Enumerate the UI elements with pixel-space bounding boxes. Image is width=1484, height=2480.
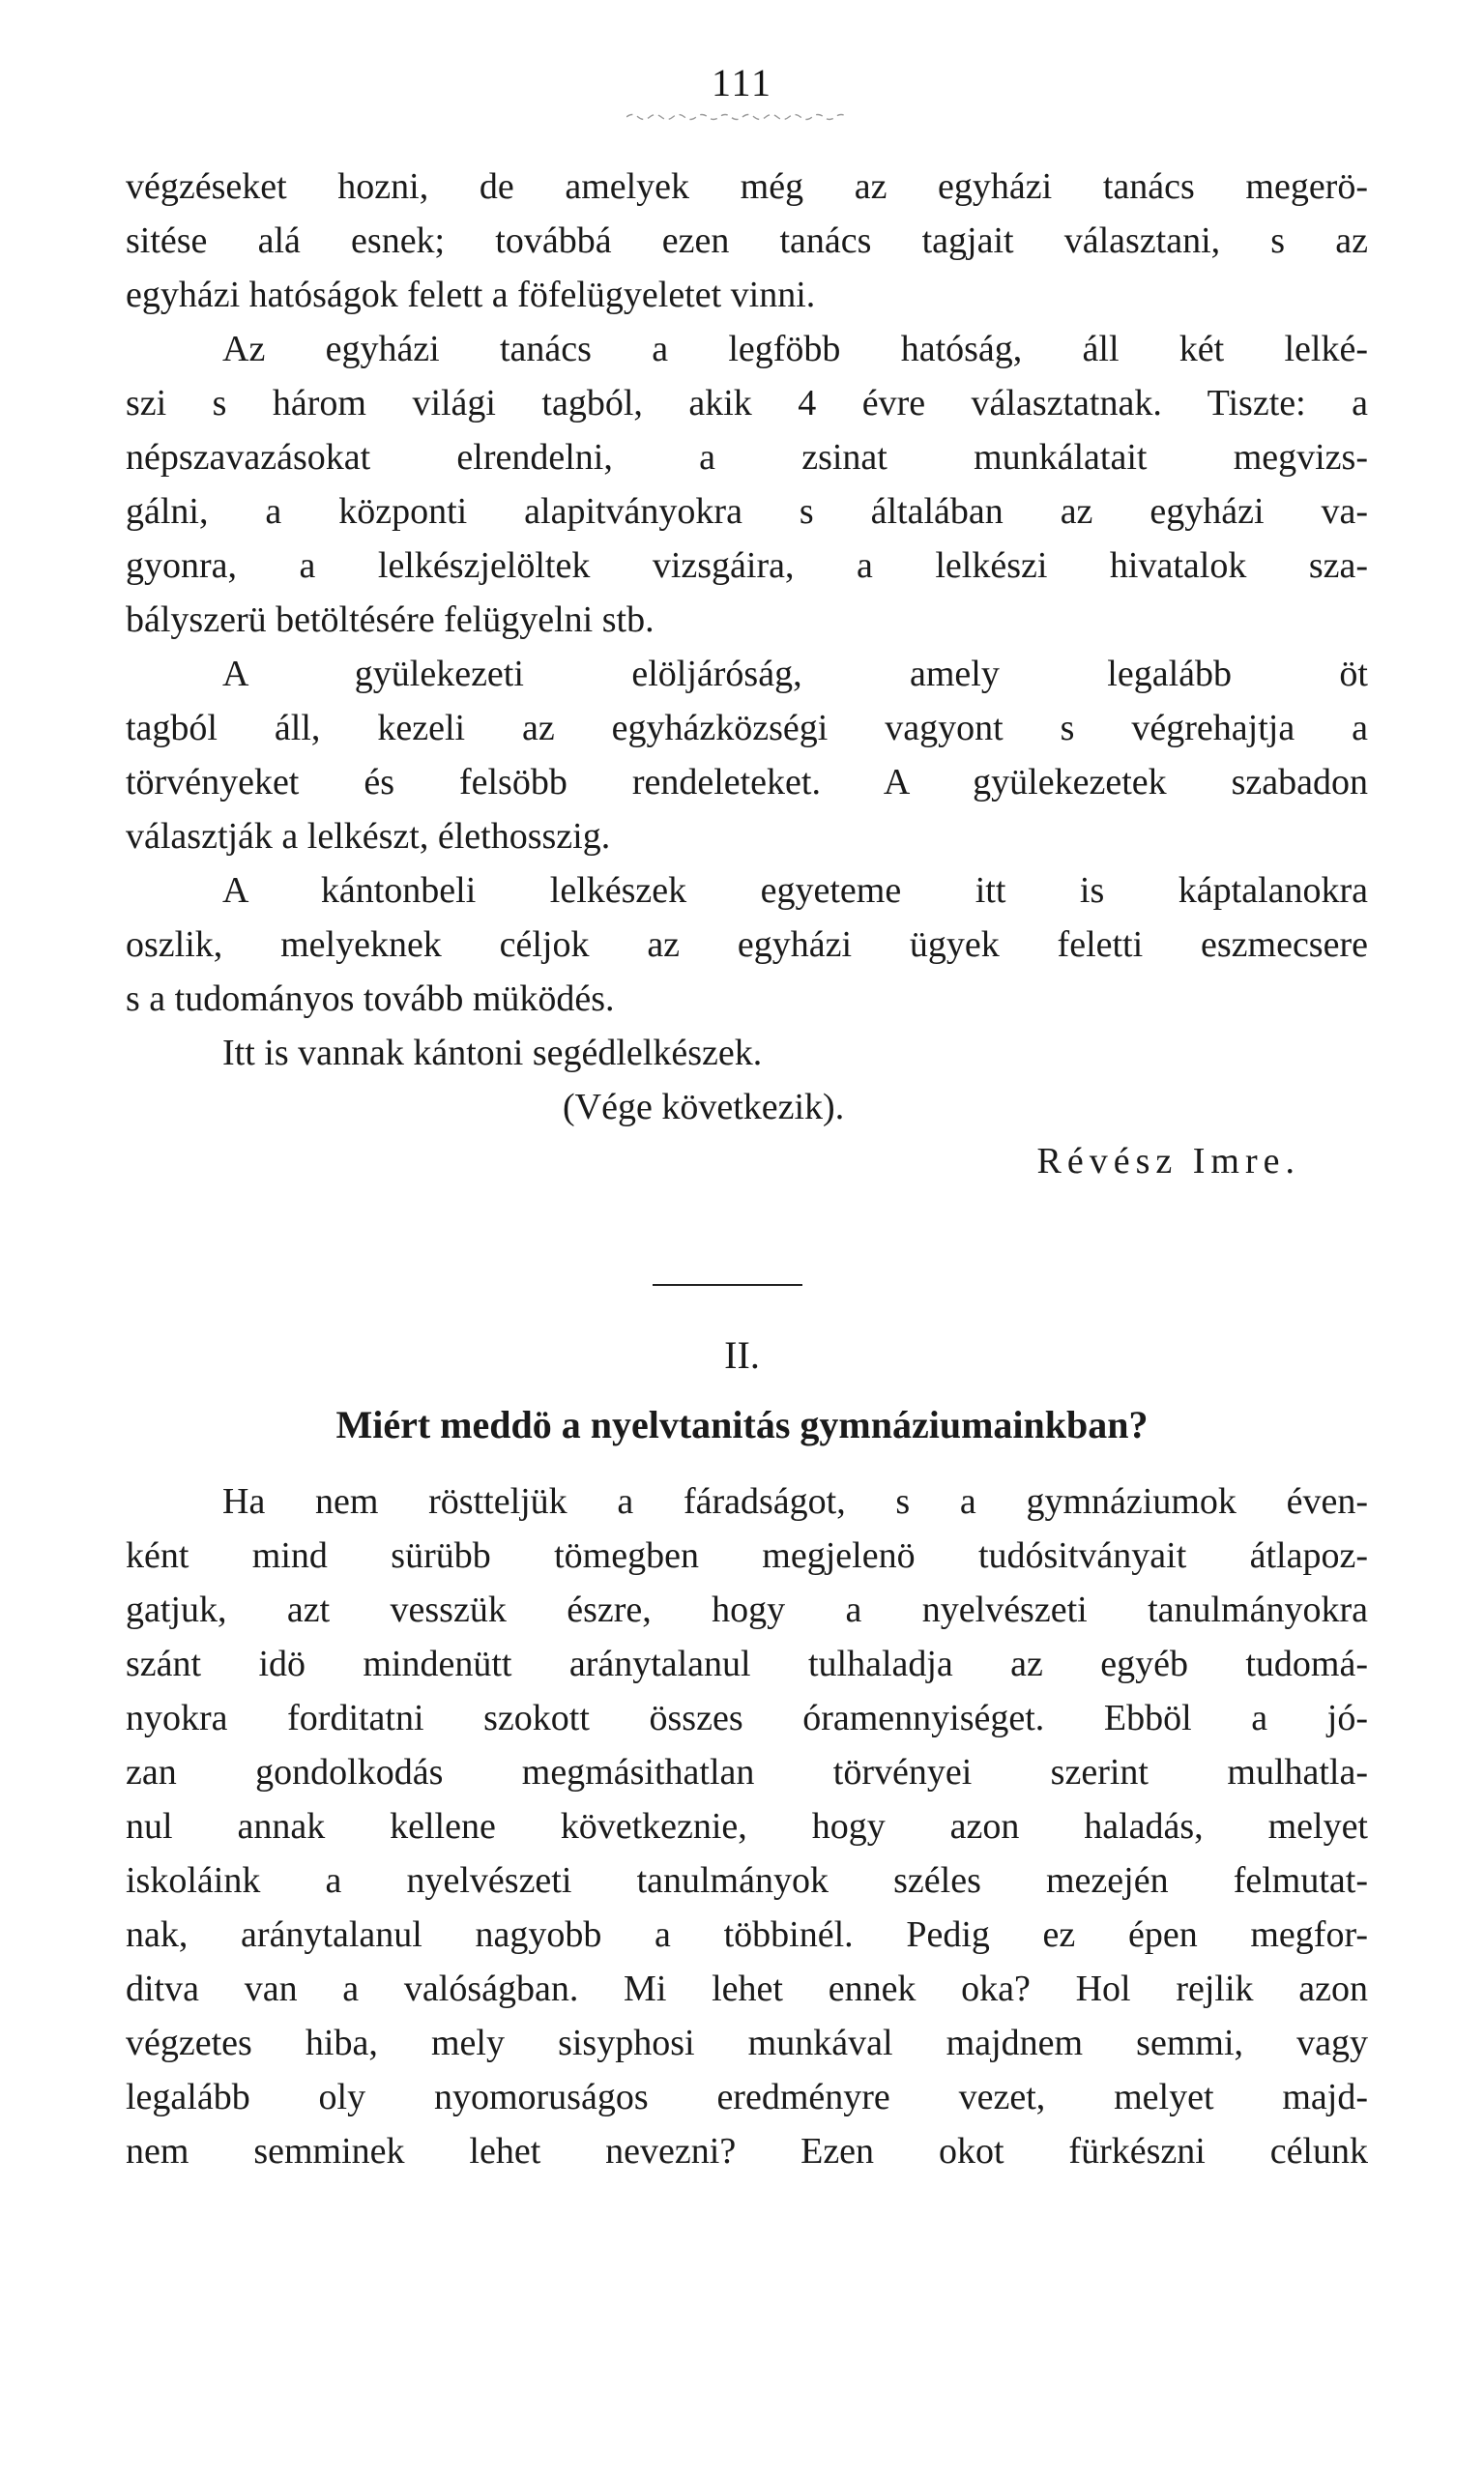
text-line: iskoláink a nyelvészeti tanulmányok széles mezején felmutat- bbox=[126, 1860, 1368, 1901]
section-divider bbox=[653, 1284, 802, 1286]
paragraph-start: Ha nem röstteljük a fáradságot, s a gymnáziumok éven- bbox=[222, 1481, 1368, 1522]
paragraph-start: A gyülekezeti elöljáróság, amely legalább öt bbox=[222, 654, 1368, 694]
text-line: bályszerü betöltésére felügyelni stb. bbox=[126, 599, 655, 640]
section-title: Miért meddö a nyelvtanitás gymnáziumainkban? bbox=[335, 1403, 1149, 1446]
text-line: végzéseket hozni, de amelyek még az egyházi tanács megerö- bbox=[126, 166, 1368, 207]
text-line: zan gondolkodás megmásithatlan törvényei szerint mulhatla- bbox=[126, 1752, 1368, 1793]
text-line: nak, aránytalanul nagyobb a többinél. Pedig ez épen megfor- bbox=[126, 1914, 1368, 1955]
text-line: legalább oly nyomoruságos eredményre vezet, melyet majd- bbox=[126, 2077, 1368, 2117]
text-line: nem semminek lehet nevezni? Ezen okot fürkészni célunk bbox=[126, 2131, 1368, 2172]
text-line: ként mind sürübb tömegben megjelenö tudósitványait átlapoz- bbox=[126, 1535, 1368, 1576]
text-line: szi s három világi tagból, akik 4 évre választatnak. Tiszte: a bbox=[126, 383, 1368, 423]
section-number: II. bbox=[724, 1333, 760, 1377]
text-line: nyokra forditatni szokott összes óramennyiséget. Ebböl a jó- bbox=[126, 1698, 1368, 1738]
paragraph-start: A kántonbeli lelkészek egyeteme itt is káptalanokra bbox=[222, 870, 1368, 911]
text-line: s a tudományos tovább müködés. bbox=[126, 978, 615, 1019]
text-line: végzetes hiba, mely sisyphosi munkával majdnem semmi, vagy bbox=[126, 2023, 1368, 2063]
paragraph-start: Az egyházi tanács a legföbb hatóság, áll két lelké- bbox=[222, 329, 1368, 369]
text-line: gálni, a központi alapitványokra s általában az egyházi va- bbox=[126, 491, 1368, 532]
lower-text bbox=[126, 1474, 1368, 2178]
text-line: nul annak kellene következnie, hogy azon haladás, melyet bbox=[126, 1806, 1368, 1847]
text-line: tagból áll, kezeli az egyházközségi vagyont s végrehajtja a bbox=[126, 708, 1368, 748]
text-line: ditva van a valóságban. Mi lehet ennek oka? Hol rejlik azon bbox=[126, 1969, 1368, 2009]
text-line: sitése alá esnek; továbbá ezen tanács tagjait választani, s az bbox=[126, 220, 1368, 261]
page-number: 111 bbox=[711, 61, 773, 104]
header-ornament bbox=[626, 112, 849, 122]
text-line: szánt idö mindenütt aránytalanul tulhaladja az egyéb tudomá- bbox=[126, 1644, 1368, 1684]
upper-text bbox=[126, 160, 1368, 1188]
text-line: törvényeket és felsöbb rendeleteket. A gyülekezetek szabadon bbox=[126, 762, 1368, 802]
text-line: oszlik, melyeknek céljok az egyházi ügyek feletti eszmecsere bbox=[126, 924, 1368, 965]
continuation-note: (Vége következik). bbox=[563, 1087, 845, 1127]
text-line: választják a lelkészt, élethosszig. bbox=[126, 816, 611, 857]
text-line: egyházi hatóságok felett a föfelügyeletet vinni. bbox=[126, 275, 816, 315]
author-signature: Révész Imre. bbox=[1036, 1141, 1300, 1182]
text-line: gyonra, a lelkészjelöltek vizsgáira, a lelkészi hivatalok sza- bbox=[126, 545, 1368, 586]
text-line: népszavazásokat elrendelni, a zsinat munkálatait megvizs- bbox=[126, 437, 1368, 478]
paragraph-start: Itt is vannak kántoni segédlelkészek. bbox=[222, 1033, 763, 1073]
text-line: gatjuk, azt vesszük észre, hogy a nyelvészeti tanulmányokra bbox=[126, 1590, 1368, 1630]
